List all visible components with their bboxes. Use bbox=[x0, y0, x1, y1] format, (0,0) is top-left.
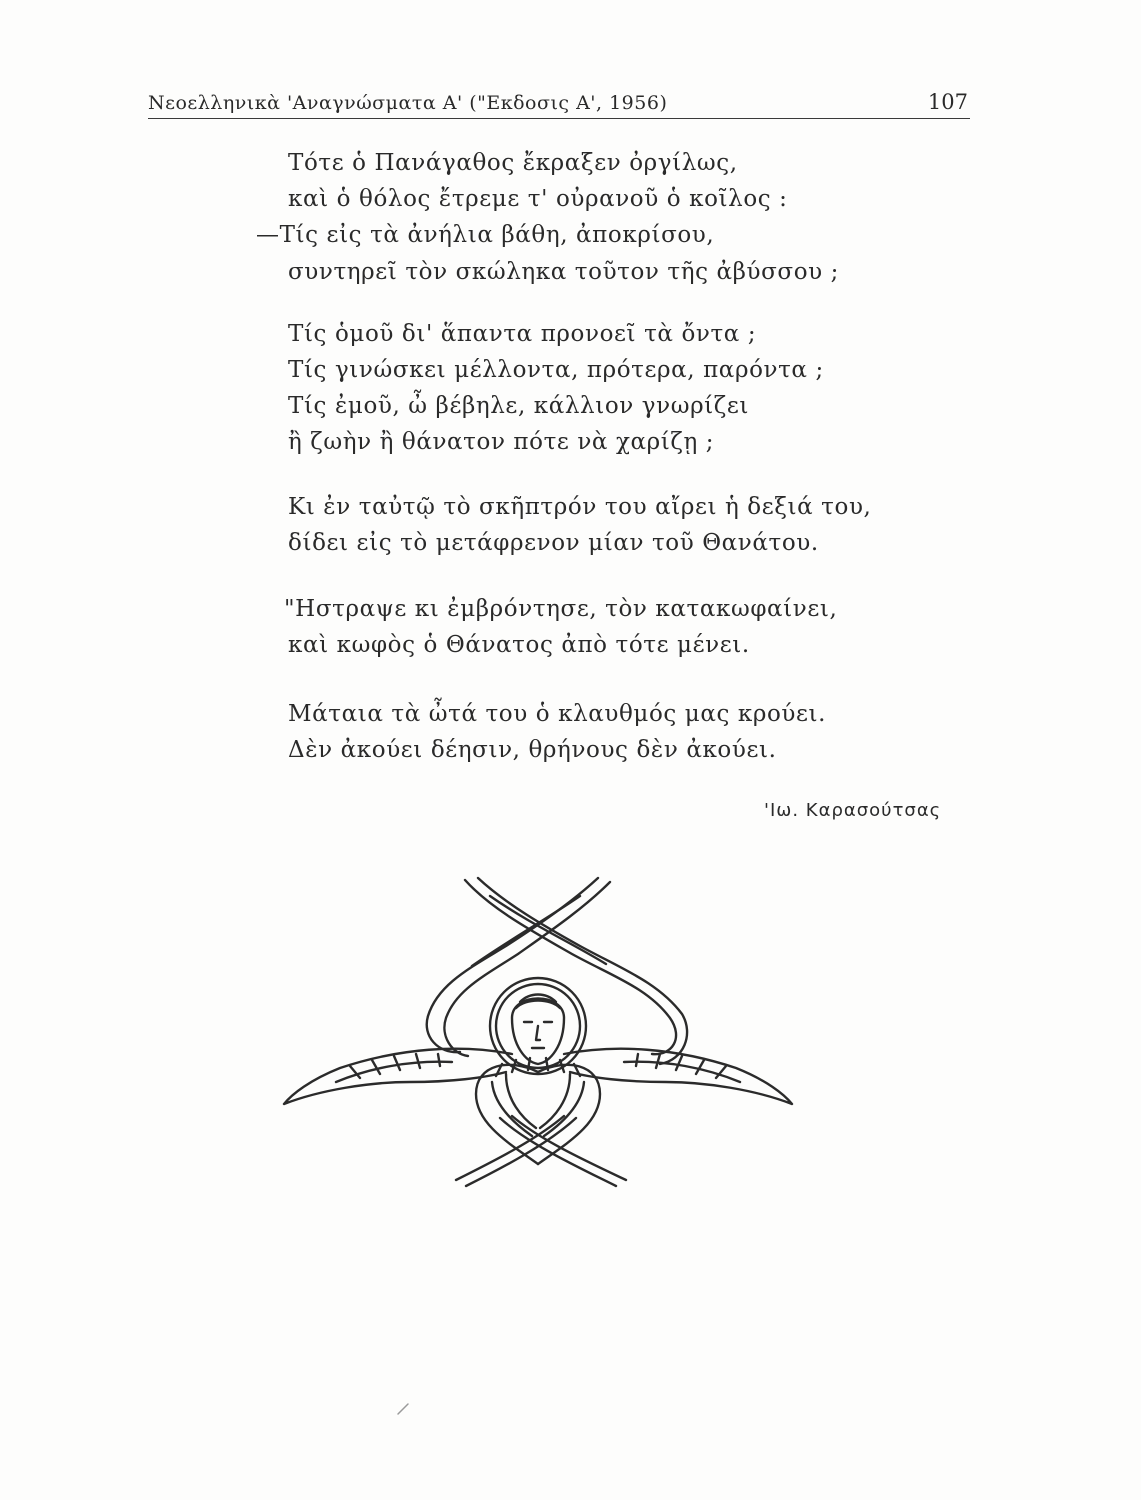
header-title: Νεοελληνικὰ 'Αναγνώσματα Α' ("Εκδοσις Α', 1956) bbox=[148, 92, 668, 114]
poem-line: ἢ ζωὴν ἢ θάνατον πότε νὰ χαρίζῃ ; bbox=[288, 429, 715, 455]
poem-line: Τότε ὁ Πανάγαθος ἔκραξεν ὀργίλως, bbox=[288, 150, 738, 176]
seraph-icon bbox=[280, 868, 840, 1198]
page-number: 107 bbox=[927, 90, 968, 114]
poem-line: δίδει εἰς τὸ μετάφρενον μίαν τοῦ Θανάτου. bbox=[288, 530, 819, 556]
poem-line: Κι ἐν ταὐτῷ τὸ σκῆπτρόν του αἴρει ἡ δεξιά του, bbox=[288, 494, 872, 520]
poem-line: —Τίς εἰς τὰ ἀνήλια βάθη, ἀποκρίσου, bbox=[256, 222, 715, 248]
poem-line: συντηρεῖ τὸν σκώληκα τοῦτον τῆς ἀβύσσου ; bbox=[288, 259, 840, 285]
running-header bbox=[148, 90, 970, 119]
author-signature: 'Ιω. Καρασούτσας bbox=[764, 800, 942, 821]
poem-line: "Ηστραψε κι ἐμβρόντησε, τὸν κατακωφαίνει, bbox=[284, 596, 838, 622]
poem-line: Μάταια τὰ ὦτά του ὁ κλαυθμός μας κρούει. bbox=[288, 701, 827, 727]
poem-line: Τίς ὁμοῦ δι' ἅπαντα προνοεῖ τὰ ὄντα ; bbox=[288, 321, 757, 347]
poem-line: Τίς γινώσκει μέλλοντα, πρότερα, παρόντα ; bbox=[288, 357, 824, 383]
pen-mark bbox=[396, 1402, 410, 1416]
poem-line: καὶ κωφὸς ὁ Θάνατος ἀπὸ τότε μένει. bbox=[288, 632, 750, 658]
poem-line: καὶ ὁ θόλος ἔτρεμε τ' οὐρανοῦ ὁ κοῖλος : bbox=[288, 186, 788, 212]
poem-line: Δὲν ἀκούει δέησιν, θρήνους δὲν ἀκούει. bbox=[288, 737, 777, 763]
poem-line: Τίς ἐμοῦ, ὦ βέβηλε, κάλλιον γνωρίζει bbox=[288, 393, 750, 419]
